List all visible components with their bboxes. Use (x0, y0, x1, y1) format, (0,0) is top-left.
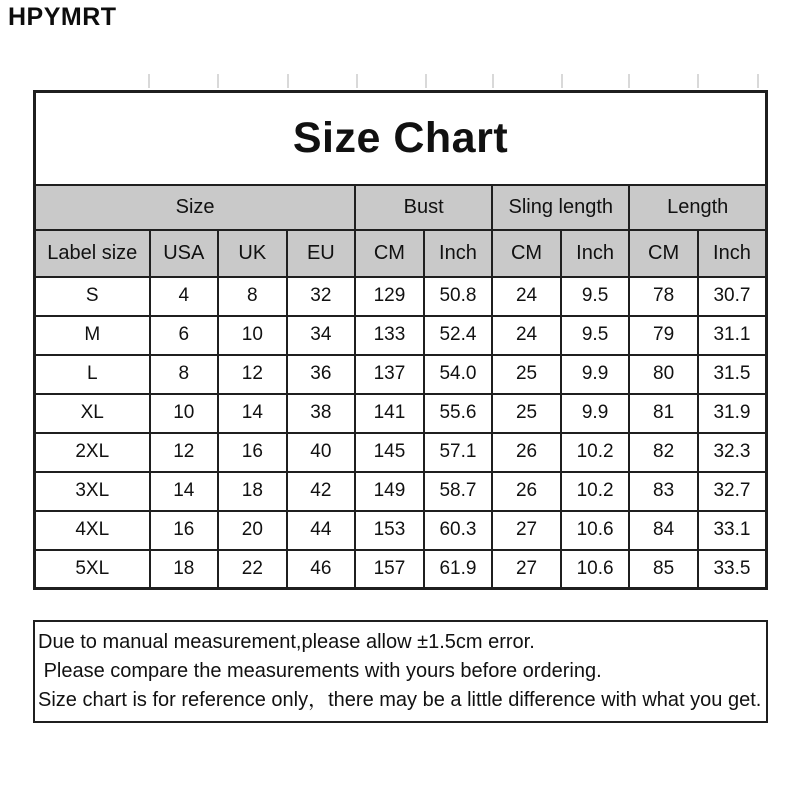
sub-header-0-label-size: Label size (35, 230, 150, 277)
value-cell: 9.5 (561, 316, 630, 355)
value-cell: 60.3 (424, 511, 493, 550)
value-cell: 129 (355, 277, 424, 316)
sub-header-7-inch: Inch (561, 230, 630, 277)
value-cell: 50.8 (424, 277, 493, 316)
value-cell: 34 (287, 316, 356, 355)
value-cell: 58.7 (424, 472, 493, 511)
value-cell: 83 (629, 472, 698, 511)
value-cell: 153 (355, 511, 424, 550)
value-cell: 46 (287, 550, 356, 589)
value-cell: 85 (629, 550, 698, 589)
value-cell: 52.4 (424, 316, 493, 355)
label-size-cell: 4XL (35, 511, 150, 550)
sub-header-3-eu: EU (287, 230, 356, 277)
value-cell: 30.7 (698, 277, 767, 316)
value-cell: 9.5 (561, 277, 630, 316)
label-size-cell: 5XL (35, 550, 150, 589)
table-row-m (35, 316, 767, 355)
value-cell: 25 (492, 355, 561, 394)
label-size-cell: 2XL (35, 433, 150, 472)
size-chart (33, 90, 768, 590)
size-chart-title: Size Chart (35, 92, 767, 185)
table-row-3xl (35, 472, 767, 511)
note-line-3: Size chart is for reference only，there may be a little difference with what you get. (38, 689, 762, 711)
ghost-tick (628, 74, 630, 88)
label-size-cell: 3XL (35, 472, 150, 511)
value-cell: 10.6 (561, 511, 630, 550)
value-cell: 82 (629, 433, 698, 472)
value-cell: 6 (150, 316, 219, 355)
value-cell: 22 (218, 550, 287, 589)
value-cell: 24 (492, 316, 561, 355)
value-cell: 20 (218, 511, 287, 550)
value-cell: 10.2 (561, 433, 630, 472)
value-cell: 149 (355, 472, 424, 511)
size-chart-table (33, 90, 768, 590)
sub-header-6-cm: CM (492, 230, 561, 277)
sub-header-5-inch: Inch (424, 230, 493, 277)
ghost-tick (757, 74, 759, 88)
value-cell: 14 (150, 472, 219, 511)
table-row-s (35, 277, 767, 316)
label-size-cell: S (35, 277, 150, 316)
value-cell: 32.3 (698, 433, 767, 472)
value-cell: 10 (218, 316, 287, 355)
label-size-cell: M (35, 316, 150, 355)
value-cell: 57.1 (424, 433, 493, 472)
value-cell: 133 (355, 316, 424, 355)
value-cell: 9.9 (561, 355, 630, 394)
group-header-length: Length (629, 185, 766, 230)
value-cell: 32 (287, 277, 356, 316)
measurement-notes (33, 620, 768, 723)
table-row-2xl (35, 433, 767, 472)
value-cell: 10.2 (561, 472, 630, 511)
sub-header-row (35, 230, 767, 277)
ghost-tick (148, 74, 150, 88)
value-cell: 33.5 (698, 550, 767, 589)
group-header-sling-length: Sling length (492, 185, 629, 230)
value-cell: 27 (492, 511, 561, 550)
ghost-tick (561, 74, 563, 88)
value-cell: 8 (218, 277, 287, 316)
sub-header-8-cm: CM (629, 230, 698, 277)
value-cell: 61.9 (424, 550, 493, 589)
ghost-tick (425, 74, 427, 88)
value-cell: 8 (150, 355, 219, 394)
sub-header-9-inch: Inch (698, 230, 767, 277)
value-cell: 81 (629, 394, 698, 433)
value-cell: 4 (150, 277, 219, 316)
value-cell: 141 (355, 394, 424, 433)
value-cell: 16 (218, 433, 287, 472)
value-cell: 26 (492, 433, 561, 472)
value-cell: 84 (629, 511, 698, 550)
value-cell: 40 (287, 433, 356, 472)
ghost-tick (697, 74, 699, 88)
group-header-size: Size (35, 185, 356, 230)
sub-header-4-cm: CM (355, 230, 424, 277)
sub-header-2-uk: UK (218, 230, 287, 277)
value-cell: 42 (287, 472, 356, 511)
ghost-tick (492, 74, 494, 88)
ghost-tick (287, 74, 289, 88)
group-header-row (35, 185, 767, 230)
value-cell: 78 (629, 277, 698, 316)
value-cell: 18 (150, 550, 219, 589)
value-cell: 137 (355, 355, 424, 394)
value-cell: 12 (218, 355, 287, 394)
value-cell: 14 (218, 394, 287, 433)
value-cell: 79 (629, 316, 698, 355)
value-cell: 38 (287, 394, 356, 433)
value-cell: 26 (492, 472, 561, 511)
value-cell: 10.6 (561, 550, 630, 589)
value-cell: 24 (492, 277, 561, 316)
table-row-4xl (35, 511, 767, 550)
value-cell: 10 (150, 394, 219, 433)
value-cell: 32.7 (698, 472, 767, 511)
table-row-5xl (35, 550, 767, 589)
value-cell: 54.0 (424, 355, 493, 394)
value-cell: 9.9 (561, 394, 630, 433)
value-cell: 36 (287, 355, 356, 394)
value-cell: 31.9 (698, 394, 767, 433)
value-cell: 18 (218, 472, 287, 511)
value-cell: 27 (492, 550, 561, 589)
group-header-bust: Bust (355, 185, 492, 230)
table-row-l (35, 355, 767, 394)
value-cell: 33.1 (698, 511, 767, 550)
title-row (35, 92, 767, 185)
note-line-2: Please compare the measurements with yours before ordering. (38, 660, 602, 682)
ghost-tick (217, 74, 219, 88)
note-line-1: Due to manual measurement,please allow ±1.5cm error. (38, 631, 535, 653)
ghost-tick (356, 74, 358, 88)
value-cell: 157 (355, 550, 424, 589)
value-cell: 44 (287, 511, 356, 550)
value-cell: 145 (355, 433, 424, 472)
value-cell: 55.6 (424, 394, 493, 433)
value-cell: 16 (150, 511, 219, 550)
value-cell: 31.5 (698, 355, 767, 394)
value-cell: 12 (150, 433, 219, 472)
label-size-cell: XL (35, 394, 150, 433)
value-cell: 25 (492, 394, 561, 433)
label-size-cell: L (35, 355, 150, 394)
brand-logo: HPYMRT (8, 3, 117, 31)
size-rows (35, 277, 767, 589)
sub-header-1-usa: USA (150, 230, 219, 277)
value-cell: 80 (629, 355, 698, 394)
table-row-xl (35, 394, 767, 433)
value-cell: 31.1 (698, 316, 767, 355)
